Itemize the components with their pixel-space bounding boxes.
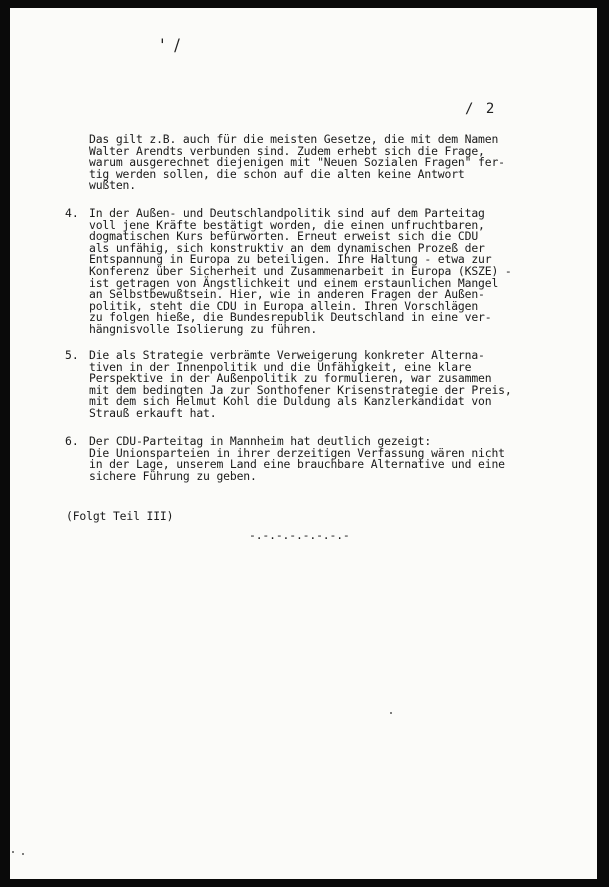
continued-note: (Folgt Teil III) bbox=[66, 509, 174, 523]
document-page bbox=[10, 8, 597, 879]
item-number: 5. bbox=[65, 348, 79, 362]
item-paragraph: Die als Strategie verbrämte Verweigerung konkreter Alterna- tiven in der Innenpolitik und die Unfähigkeit, eine klare Perspektive in der Außenpolitik zu formulieren, war zusammen mit dem bedingten Ja zur Sonthofener Krisenstrategie der Preis, mit dem sich Helmut Kohl die Duldung als Kanzlerkandidat von Strauß erkauft hat. bbox=[89, 348, 512, 420]
scan-speck bbox=[22, 853, 24, 855]
scan-speck bbox=[390, 712, 392, 714]
scan-speck bbox=[12, 851, 14, 853]
item-paragraph: Der CDU-Parteitag in Mannheim hat deutlich gezeigt: Die Unionsparteien in ihrer derzeitigen Verfassung wären nicht in der Lage, unserem Land eine brauchbare Alternative und eine sichere Führung zu geben. bbox=[89, 434, 505, 483]
continuation-paragraph: Das gilt z.B. auch für die meisten Gesetze, die mit dem Namen Walter Arendts verbunden sind. Zudem erhebt sich die Frage, warum ausgerechnet diejenigen mit "Neuen Sozialen Fragen" fer- tig werden sollen, die schon auf die alten keine Antwort wußten. bbox=[89, 132, 505, 193]
end-rule: -.-.-.-.-.-.-.- bbox=[249, 528, 350, 542]
item-paragraph: In der Außen- und Deutschlandpolitik sind auf dem Parteitag voll jene Kräfte bestätigt worden, die einen unfruchtbaren, dogmatischen Kurs befürworten. Erneut erweist sich die CDU als unfähig, sich konstruktiv an dem dynamischen Prozeß der Entspannung in Europa zu beteiligen. Ihre Haltung - etwa zur Konferenz über Sicherheit und Zusammenarbeit in Europa (KSZE) - ist getragen von Ängstlichkeit und einem erstaunlichen Mangel an Selbstbewußtsein. Hier, wie in anderen Fragen der Außen- politik, steht die CDU in Europa allein. Ihren Vorschlägen zu folgen hieße, die Bundesrepublik Deutschland in eine ver- hängnisvolle Isolierung zu führen. bbox=[89, 206, 512, 336]
item-number: 6. bbox=[65, 434, 79, 448]
page-number: / 2 bbox=[465, 101, 497, 117]
item-number: 4. bbox=[65, 206, 79, 220]
top-handwritten-mark: ' / bbox=[160, 36, 182, 56]
